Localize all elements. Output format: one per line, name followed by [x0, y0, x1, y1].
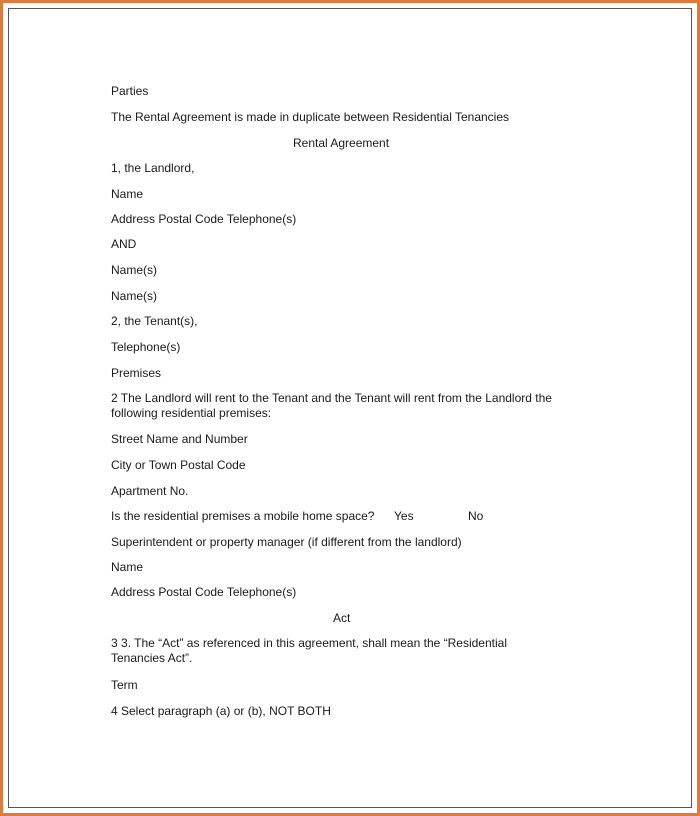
landlord-name-label: Name: [111, 187, 144, 201]
mobile-home-no-option: No: [468, 509, 484, 523]
intro-text: The Rental Agreement is made in duplicate between Residential Tenancies: [111, 110, 510, 124]
mobile-home-question: Is the residential premises a mobile home space?: [111, 509, 375, 523]
act-paragraph: 3 3. The “Act” as referenced in this agreement, shall mean the “Residential Tenancies Act”.: [111, 636, 507, 665]
premises-paragraph: 2 The Landlord will rent to the Tenant and the Tenant will rent from the Landlord the following residential premises:: [111, 391, 552, 420]
heading-term: Term: [111, 678, 138, 692]
heading-premises: Premises: [111, 366, 162, 380]
tenant-name-label-2: Name(s): [111, 289, 158, 303]
tenant-label: 2, the Tenant(s),: [111, 314, 198, 328]
city-label: City or Town Postal Code: [111, 458, 246, 472]
mobile-home-question-row: [111, 509, 611, 524]
apartment-label: Apartment No.: [111, 484, 189, 498]
superintendent-label: Superintendent or property manager (if different from the landlord): [111, 535, 462, 549]
tenant-telephone-label: Telephone(s): [111, 340, 181, 354]
term-instruction: 4 Select paragraph (a) or (b), NOT BOTH: [111, 704, 331, 718]
superintendent-name-label: Name: [111, 560, 144, 574]
mobile-home-yes-option: Yes: [394, 509, 414, 523]
tenant-name-label-1: Name(s): [111, 263, 158, 277]
street-label: Street Name and Number: [111, 432, 248, 446]
landlord-label: 1, the Landlord,: [111, 161, 195, 175]
landlord-address-label: Address Postal Code Telephone(s): [111, 212, 297, 226]
and-label: AND: [111, 237, 137, 251]
heading-act: Act: [333, 611, 351, 625]
heading-parties: Parties: [111, 84, 149, 98]
superintendent-address-label: Address Postal Code Telephone(s): [111, 585, 297, 599]
document-title: Rental Agreement: [293, 136, 390, 150]
